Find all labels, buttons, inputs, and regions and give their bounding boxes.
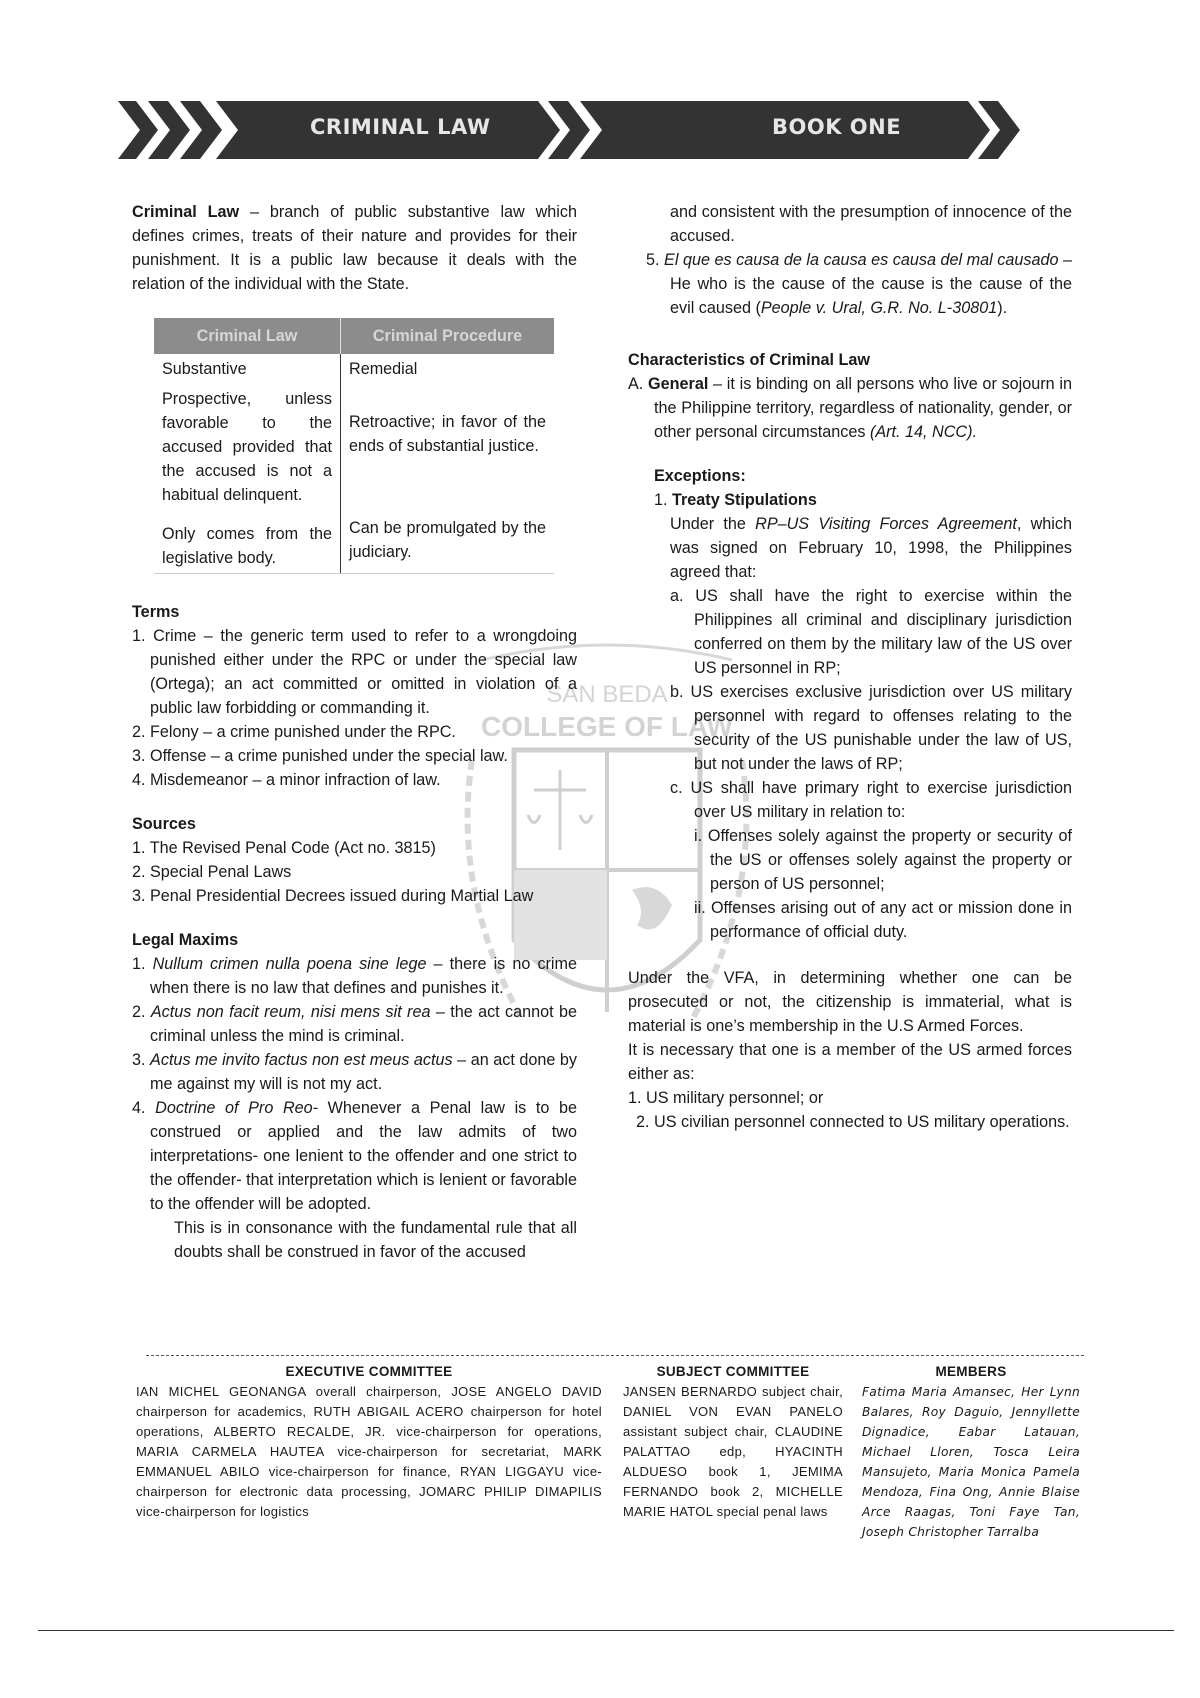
page-bottom-rule xyxy=(38,1630,1174,1631)
list-item xyxy=(132,1048,577,1096)
table-header-criminal-procedure: Criminal Procedure xyxy=(341,318,555,354)
definition-text: – branch of public substantive law which defines crimes, treats of their nature and provides for their punishment. It is a public law because it deals with the relation of the individual with the State. xyxy=(132,203,577,293)
list-item: b. US exercises exclusive jurisdiction over US military personnel with regard to offenses relating to the security of the US punishable under the law of US, but not under the laws of RP; xyxy=(670,683,1072,773)
list-item xyxy=(646,248,1072,320)
maxim-text-end: ). xyxy=(997,299,1008,317)
terms-list xyxy=(132,624,577,792)
item-letter: A. xyxy=(628,375,649,393)
table-header-criminal-law: Criminal Law xyxy=(154,318,341,354)
list-item xyxy=(628,372,1072,444)
general-term: General xyxy=(648,375,709,393)
item-number: 5. xyxy=(646,251,665,269)
watermark-line1: SAN BEDA xyxy=(546,681,668,708)
list-item: a. US shall have the right to exercise within the Philippines all criminal and disciplinary jurisdiction conferred on them by the military law of the US over US personnel in RP; xyxy=(670,587,1072,677)
characteristics-heading: Characteristics of Criminal Law xyxy=(628,351,870,369)
maxim-text: – He who is the cause of the cause is the cause of the evil caused ( xyxy=(670,251,1072,317)
subject-committee-heading: SUBJECT COMMITTEE xyxy=(656,1364,810,1379)
chevron-banner-graphic xyxy=(118,101,1098,159)
list-item: i. Offenses solely against the property or security of the US or offenses solely against the property or person of US personnel; xyxy=(694,827,1072,893)
terms-heading: Terms xyxy=(132,603,180,621)
item-number: 4. xyxy=(132,1099,156,1117)
maxim-text: Whenever a Penal law is to be construed or applied and the law admits of two interpretations- one lenient to the offender and one strict to the offender- that interpretation which is lenient or favorable to the offender will be adopted. xyxy=(150,1099,578,1213)
maxim-latin: Doctrine of Pro Reo- xyxy=(155,1099,319,1117)
table-cell: Substantive xyxy=(154,354,341,384)
treaty-intro-text-end: , which was signed on February 10, 1998, the Philippines agreed that: xyxy=(670,515,1072,581)
executive-committee-heading: EXECUTIVE COMMITTEE xyxy=(285,1364,453,1379)
treaty-items-list xyxy=(670,584,1072,824)
exceptions-heading: Exceptions: xyxy=(654,467,746,485)
members-committee xyxy=(862,1362,1080,1542)
list-item: 1. US military personnel; or xyxy=(628,1089,824,1107)
table-cell: Prospective, unless favorable to the accused provided that the accused is not a habitual delinquent. xyxy=(154,384,341,510)
list-item: 2. Felony – a crime punished under the RPC. xyxy=(132,723,456,741)
criminal-law-definition xyxy=(132,200,577,296)
maxim-text: – an act done by me against my will is not my act. xyxy=(150,1051,578,1093)
members-heading: MEMBERS xyxy=(935,1364,1007,1379)
list-item: 1. The Revised Penal Code (Act no. 3815) xyxy=(132,839,436,857)
list-item: ii. Offenses arising out of any act or mission done in performance of official duty. xyxy=(694,899,1072,941)
maxim-text: – there is no crime when there is no law that defines and punishes it. xyxy=(150,955,578,997)
vfa-section xyxy=(628,966,1072,1134)
characteristics-section xyxy=(628,348,1072,444)
table-cell: Can be promulgated by the judiciary. xyxy=(341,510,555,574)
maxim-latin: Actus me invito factus non est meus actus xyxy=(150,1051,453,1069)
maxims-list xyxy=(132,952,577,1216)
item-number: 1. xyxy=(132,955,153,973)
executive-committee-names: IAN MICHEL GEONANGA overall chairperson, JOSE ANGELO DAVID chairperson for academics, RUTH ABIGAIL ACERO chairperson for hotel operations, ALBERTO RECALDE, JR. vice-chairperson for operations, MARIA CARMELA HAUTEA vice-chairperson for secretariat, MARK EMMANUEL ABILO vice-chairperson for finance, RYAN LIGGAYU vice-chairperson for electronic data processing, JOMARC PHILIP DIMAPILIS vice-chairperson for logistics xyxy=(136,1384,602,1519)
members-names: Fatima Maria Amansec, Her Lynn Balares, Roy Daguio, Jennyllette Dignadice, Eabar Latauan, Michael Lloren, Tosca Leira Mansujeto, Maria Monica Pamela Mendoza, Fina Ong, Annie Blaise Arce Raagas, Toni Faye Tan, Joseph Christopher Tarralba xyxy=(862,1385,1080,1539)
list-item: c. US shall have primary right to exercise jurisdiction over US military in relation to: xyxy=(670,779,1072,821)
maxim-latin: Nullum crimen nulla poena sine lege xyxy=(152,955,427,973)
watermark-line2: COLLEGE OF LAW xyxy=(481,711,733,742)
item-number: 2. xyxy=(132,1003,151,1021)
table-cell: Retroactive; in favor of the ends of substantial justice. xyxy=(349,413,546,455)
characteristics-list xyxy=(628,372,1072,444)
list-item: 3. Penal Presidential Decrees issued during Martial Law xyxy=(132,887,534,905)
subject-committee xyxy=(623,1362,843,1522)
definition-term: Criminal Law xyxy=(132,203,240,221)
sources-heading: Sources xyxy=(132,815,196,833)
list-item: 2. US civilian personnel connected to US military operations. xyxy=(636,1113,1070,1131)
treaty-intro-text: Under the xyxy=(670,515,756,533)
necessary-paragraph: It is necessary that one is a member of the US armed forces either as: xyxy=(628,1041,1072,1083)
sources-section xyxy=(132,812,577,908)
table-cell: Only comes from the legislative body. xyxy=(154,510,341,574)
list-item xyxy=(132,1096,577,1216)
list-item xyxy=(132,952,577,1000)
executive-committee xyxy=(136,1362,602,1522)
general-text: – it is binding on all persons who live or sojourn in the Philippine territory, regardless of nationality, gender, or other personal circumstances xyxy=(654,375,1072,441)
treaty-intro xyxy=(654,512,1072,584)
vfa-paragraph: Under the VFA, in determining whether one can be prosecuted or not, the citizenship is immaterial, what is material is one’s membership in the U.S Armed Forces. xyxy=(628,969,1072,1035)
list-item: 2. Special Penal Laws xyxy=(132,863,292,881)
sources-list xyxy=(132,836,577,908)
table-header-row xyxy=(154,318,554,354)
left-column xyxy=(132,200,577,1264)
table-cell: Remedial xyxy=(349,360,418,378)
table-row xyxy=(154,384,554,510)
list-item: 3. Offense – a crime punished under the special law. xyxy=(132,747,508,765)
terms-section xyxy=(132,600,577,792)
subject-committee-names: JANSEN BERNARDO subject chair, DANIEL VON EVAN PANELO assistant subject chair, CLAUDINE PALATTAO edp, HYACINTH ALDUESO book 1, JEMIMA FERNANDO book 2, MICHELLE MARIE HATOL special penal laws xyxy=(623,1384,843,1519)
list-item: 1. Crime – the generic term used to refer to a wrongdoing punished either under the RPC or under the special law (Ortega); an act committed or omitted in violation of a public law forbidding or commanding it. xyxy=(132,627,577,717)
maxim-latin: Actus non facit reum, nisi mens sit rea xyxy=(150,1003,431,1021)
maxim-text: – the act cannot be criminal unless the mind is criminal. xyxy=(150,1003,578,1045)
continued-text: and consistent with the presumption of innocence of the accused. xyxy=(670,203,1072,245)
list-item xyxy=(132,1000,577,1048)
table-row xyxy=(154,354,554,384)
legal-maxims-section xyxy=(132,928,577,1264)
treaty-heading-text: Treaty Stipulations xyxy=(672,491,817,509)
treaty-stipulations-heading xyxy=(654,488,1072,512)
table-row xyxy=(154,510,554,574)
right-column xyxy=(628,200,1072,1134)
maxim4-continuation: This is in consonance with the fundamental rule that all doubts shall be construed in favor of the accused xyxy=(174,1219,577,1261)
exceptions-section xyxy=(628,464,1072,944)
comparison-table xyxy=(154,318,554,574)
footer-dashed-divider xyxy=(146,1355,1084,1356)
list-item: 4. Misdemeanor – a minor infraction of law. xyxy=(132,771,441,789)
membership-list xyxy=(628,1086,1072,1134)
banner-book-title: BOOK ONE xyxy=(772,115,902,139)
item-number: 3. xyxy=(132,1051,151,1069)
banner-subject-title: CRIMINAL LAW xyxy=(310,115,491,139)
legal-maxims-heading: Legal Maxims xyxy=(132,931,239,949)
agreement-name: RP–US Visiting Forces Agreement xyxy=(755,515,1017,533)
maxim-latin: El que es causa de la causa es causa del mal causado xyxy=(664,251,1059,269)
item-number: 1. xyxy=(654,491,672,509)
maxims-list-continued xyxy=(646,248,1072,320)
header-banner xyxy=(118,101,1098,159)
treaty-subitems-list xyxy=(694,824,1072,944)
case-citation: People v. Ural, G.R. No. L-30801 xyxy=(760,299,998,317)
article-citation: (Art. 14, NCC). xyxy=(869,423,977,441)
